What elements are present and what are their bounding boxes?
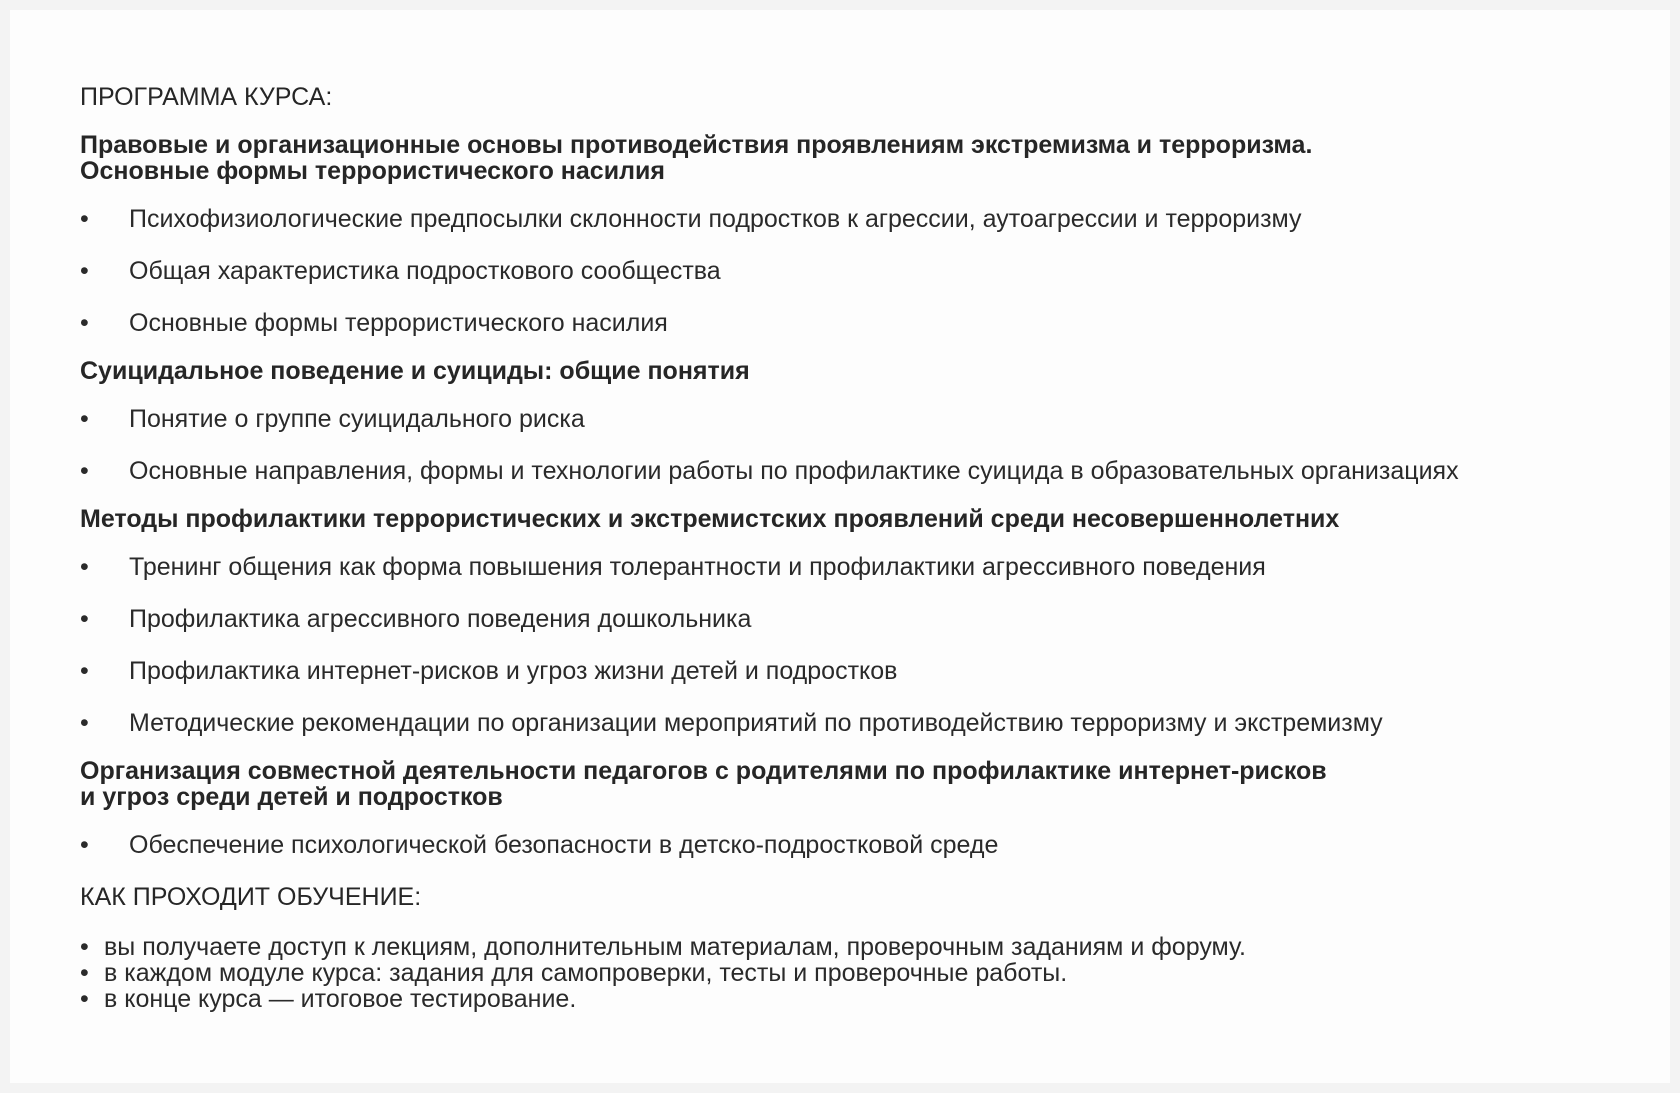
topic-item	[80, 256, 1640, 286]
learning-step	[80, 960, 1640, 986]
module-title-line: Правовые и организационные основы противодействия проявлениям экстремизма и терроризма.	[80, 131, 1313, 159]
topic-item	[80, 604, 1640, 634]
topic-text: Психофизиологические предпосылки склонности подростков к агрессии, аутоагрессии и терроризму	[129, 205, 1302, 233]
learning-step-text: вы получаете доступ к лекциям, дополнительным материалам, проверочным заданиям и форуму.	[104, 933, 1246, 961]
learning-step-text: в конце курса — итоговое тестирование.	[104, 985, 577, 1013]
module-title	[80, 358, 1640, 384]
topic-text: Понятие о группе суицидального риска	[129, 405, 585, 433]
topic-item	[80, 708, 1640, 738]
learning-step	[80, 986, 1640, 1012]
course-description-card	[10, 10, 1670, 1083]
bullet: •	[80, 831, 89, 859]
bullet: •	[80, 405, 89, 433]
module-title	[80, 506, 1640, 532]
topic-text: Профилактика интернет-рисков и угроз жизни детей и подростков	[129, 657, 898, 685]
bullet: •	[80, 959, 89, 987]
bullet: •	[80, 309, 89, 337]
module-title-line: Организация совместной деятельности педагогов с родителями по профилактике интернет-рисков	[80, 757, 1327, 785]
bullet: •	[80, 457, 89, 485]
topic-text: Обеспечение психологической безопасности в детско-подростковой среде	[129, 831, 999, 859]
module-title-line: Основные формы террористического насилия	[80, 157, 665, 185]
topic-text: Основные направления, формы и технологии работы по профилактике суицида в образовательных организациях	[129, 457, 1459, 485]
module-title-line: Суицидальное поведение и суициды: общие понятия	[80, 357, 750, 385]
topic-item	[80, 204, 1640, 234]
topic-text: Профилактика агрессивного поведения дошкольника	[129, 605, 752, 633]
learning-steps-list	[80, 934, 1640, 1012]
bullet: •	[80, 205, 89, 233]
module-title	[80, 758, 1640, 810]
module-title-line: Методы профилактики террористических и экстремистских проявлений среди несовершеннолетних	[80, 505, 1340, 533]
bullet: •	[80, 257, 89, 285]
bullet: •	[80, 709, 89, 737]
learning-step	[80, 934, 1640, 960]
bullet: •	[80, 985, 89, 1013]
topic-item	[80, 456, 1640, 486]
topic-text: Тренинг общения как форма повышения толерантности и профилактики агрессивного поведения	[129, 553, 1266, 581]
topic-text: Методические рекомендации по организации мероприятий по противодействию терроризму и экстремизму	[129, 709, 1383, 737]
bullet: •	[80, 605, 89, 633]
topic-text: Общая характеристика подросткового сообщества	[129, 257, 721, 285]
program-heading: ПРОГРАММА КУРСА:	[80, 83, 333, 111]
topic-item	[80, 404, 1640, 434]
module-title-line: и угроз среди детей и подростков	[80, 783, 503, 811]
topic-item	[80, 552, 1640, 582]
learning-step-text: в каждом модуле курса: задания для самопроверки, тесты и проверочные работы.	[104, 959, 1068, 987]
topic-item	[80, 656, 1640, 686]
course-content	[80, 82, 1640, 1012]
learning-heading: КАК ПРОХОДИТ ОБУЧЕНИЕ:	[80, 883, 422, 911]
bullet: •	[80, 657, 89, 685]
bullet: •	[80, 553, 89, 581]
topic-item	[80, 308, 1640, 338]
topic-text: Основные формы террористического насилия	[129, 309, 668, 337]
bullet: •	[80, 933, 89, 961]
module-title	[80, 132, 1640, 184]
topic-item	[80, 830, 1640, 860]
